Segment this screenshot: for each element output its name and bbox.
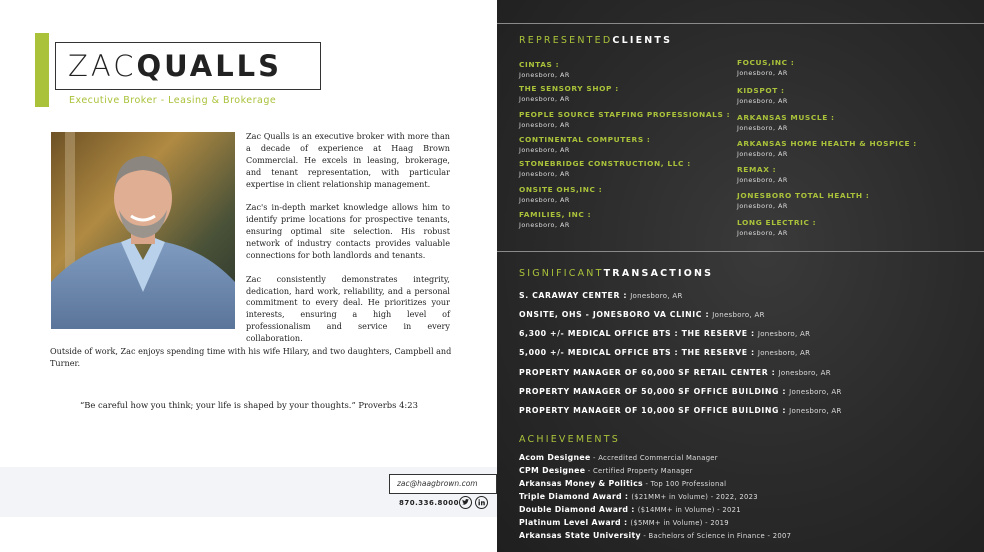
achievement-item: Double Diamond Award : ($14MM+ in Volume) - 2021 (519, 505, 741, 514)
achievement-item: Triple Diamond Award : ($21MM+ in Volume) - 2022, 2023 (519, 492, 758, 501)
twitter-icon[interactable] (459, 496, 472, 509)
client-item: PEOPLE SOURCE STAFFING PROFESSIONALS : Jonesboro, AR (519, 110, 731, 129)
broker-role: Executive Broker - Leasing & Brokerage (69, 95, 277, 106)
client-item: ARKANSAS MUSCLE : Jonesboro, AR (737, 113, 835, 132)
client-item: CINTAS : Jonesboro, AR (519, 60, 570, 79)
personal-text: Outside of work, Zac enjoys spending time with his wife Hilary, and two daughters, Campbell and Turner. (50, 346, 452, 368)
achievement-item: Acom Designee - Accredited Commercial Manager (519, 453, 718, 462)
phone-number[interactable]: 870.336.8000 (399, 499, 460, 507)
transactions-heading: SIGNIFICANTTRANSACTIONS (519, 268, 714, 279)
client-item: FAMILIES, INC : Jonesboro, AR (519, 210, 592, 229)
achievement-item: Arkansas State University - Bachelors of Science in Finance - 2007 (519, 531, 792, 540)
bio-paragraph: Zac Qualls is an executive broker with more than a decade of experience at Haag Brown Commercial. He excels in leasing, brokerage, and tenant representation, with particular expertise in client relationship management. (246, 131, 450, 189)
headshot-photo (51, 132, 235, 329)
bio-text (246, 131, 450, 357)
client-item: ONSITE OHS,INC : Jonesboro, AR (519, 185, 603, 204)
client-item: JONESBORO TOTAL HEALTH : Jonesboro, AR (737, 191, 870, 210)
client-item: KIDSPOT : Jonesboro, AR (737, 86, 788, 105)
name-box (55, 42, 321, 90)
accent-bar (35, 33, 49, 107)
achievement-item: Platinum Level Award : ($5MM+ in Volume) - 2019 (519, 518, 729, 527)
linkedin-icon[interactable] (475, 496, 488, 509)
client-item: CONTINENTAL COMPUTERS : Jonesboro, AR (519, 135, 651, 154)
quote: “Be careful how you think; your life is shaped by your thoughts.” Proverbs 4:23 (80, 400, 418, 410)
divider (497, 251, 984, 252)
bio-paragraph: Zac consistently demonstrates integrity, dedication, hard work, reliability, and a personal commitment to every deal. He prioritizes your interests, ensuring a high level of professionalism and service in every collaboration. (246, 273, 450, 344)
last-name: QUALLS (136, 49, 283, 83)
email-link[interactable]: zac@haagbrown.com (389, 474, 497, 494)
transaction-item: S. CARAWAY CENTER : Jonesboro, AR (519, 291, 683, 300)
achievements-heading: ACHIEVEMENTS (519, 434, 620, 445)
broker-name (68, 49, 282, 83)
clients-heading: REPRESENTEDCLIENTS (519, 35, 673, 46)
client-item: FOCUS,INC : Jonesboro, AR (737, 58, 795, 77)
first-name: ZAC (68, 49, 137, 83)
transaction-item: 5,000 +/- MEDICAL OFFICE BTS : THE RESERVE : Jonesboro, AR (519, 348, 811, 357)
transaction-item: 6,300 +/- MEDICAL OFFICE BTS : THE RESERVE : Jonesboro, AR (519, 329, 811, 338)
achievement-item: CPM Designee - Certified Property Manager (519, 466, 693, 475)
client-item: ARKANSAS HOME HEALTH & HOSPICE : Jonesboro, AR (737, 139, 917, 158)
bio-paragraph: Zac's in-depth market knowledge allows him to identify prime locations for prospective tenants, ensuring optimal site selection. His robust network of industry contacts provides valuable connections for both landlords and tenants. (246, 202, 450, 260)
transaction-item: PROPERTY MANAGER OF 60,000 SF RETAIL CENTER : Jonesboro, AR (519, 368, 831, 377)
client-item: THE SENSORY SHOP : Jonesboro, AR (519, 84, 619, 103)
achievement-item: Arkansas Money & Politics - Top 100 Professional (519, 479, 727, 488)
client-item: STONEBRIDGE CONSTRUCTION, LLC : Jonesboro, AR (519, 159, 691, 178)
client-item: LONG ELECTRIC : Jonesboro, AR (737, 218, 817, 237)
divider (497, 23, 984, 24)
transaction-item: PROPERTY MANAGER OF 50,000 SF OFFICE BUILDING : Jonesboro, AR (519, 387, 842, 396)
transaction-item: ONSITE, OHS - JONESBORO VA CLINIC : Jonesboro, AR (519, 310, 765, 319)
transaction-item: PROPERTY MANAGER OF 10,000 SF OFFICE BUILDING : Jonesboro, AR (519, 406, 842, 415)
client-item: REMAX : Jonesboro, AR (737, 165, 788, 184)
